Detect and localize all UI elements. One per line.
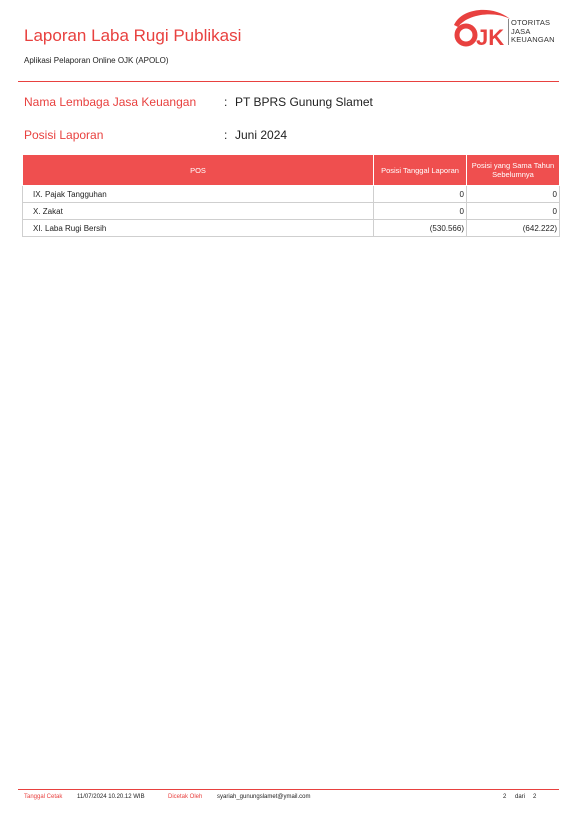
page-current: 2: [503, 794, 507, 800]
row-pos: X. Zakat: [23, 203, 374, 220]
header-pos: POS: [23, 155, 374, 186]
logo-line-3: KEUANGAN: [511, 35, 555, 45]
logo-wordmark: [511, 19, 555, 45]
profit-loss-table: [22, 154, 560, 237]
printed-by-value: syariah_gunungslamet@ymail.com: [217, 794, 311, 800]
page-of: dari: [515, 794, 526, 800]
logo-line-1: OTORITAS: [511, 18, 551, 27]
header-current: Posisi Tanggal Laporan: [374, 155, 467, 186]
institution-value: PT BPRS Gunung Slamet: [235, 95, 373, 109]
row-current: 0: [374, 203, 467, 220]
institution-separator: :: [224, 95, 228, 109]
logo-divider: [508, 19, 509, 45]
row-previous: 0: [467, 203, 560, 220]
app-subtitle: Aplikasi Pelaporan Online OJK (APOLO): [24, 56, 169, 65]
table-row: [23, 186, 560, 203]
period-separator: :: [224, 128, 228, 142]
table-row: [23, 220, 560, 237]
print-date-label: Tanggal Cetak: [24, 794, 63, 800]
row-pos: IX. Pajak Tangguhan: [23, 186, 374, 203]
header-previous: Posisi yang Sama Tahun Sebelumnya: [467, 155, 560, 186]
logo-jk: JK: [476, 25, 505, 49]
row-previous: (642.222): [467, 220, 560, 237]
report-title: Laporan Laba Rugi Publikasi: [24, 26, 242, 45]
row-current: (530.566): [374, 220, 467, 237]
period-label: Posisi Laporan: [24, 128, 104, 142]
row-current: 0: [374, 186, 467, 203]
period-value: Juni 2024: [235, 128, 288, 142]
logo-o: [457, 26, 475, 44]
table-row: [23, 203, 560, 220]
row-previous: 0: [467, 186, 560, 203]
footer-divider: [18, 789, 559, 790]
row-pos: XI. Laba Rugi Bersih: [23, 220, 374, 237]
institution-label: Nama Lembaga Jasa Keuangan: [24, 95, 197, 109]
table-header-row: [23, 155, 560, 186]
page-total: 2: [533, 794, 537, 800]
logo-line-2: JASA: [511, 26, 531, 36]
printed-by-label: Dicetak Oleh: [168, 794, 203, 800]
header-divider: [18, 81, 559, 82]
print-date-value: 11/07/2024 10.20.12 WIB: [77, 794, 145, 800]
